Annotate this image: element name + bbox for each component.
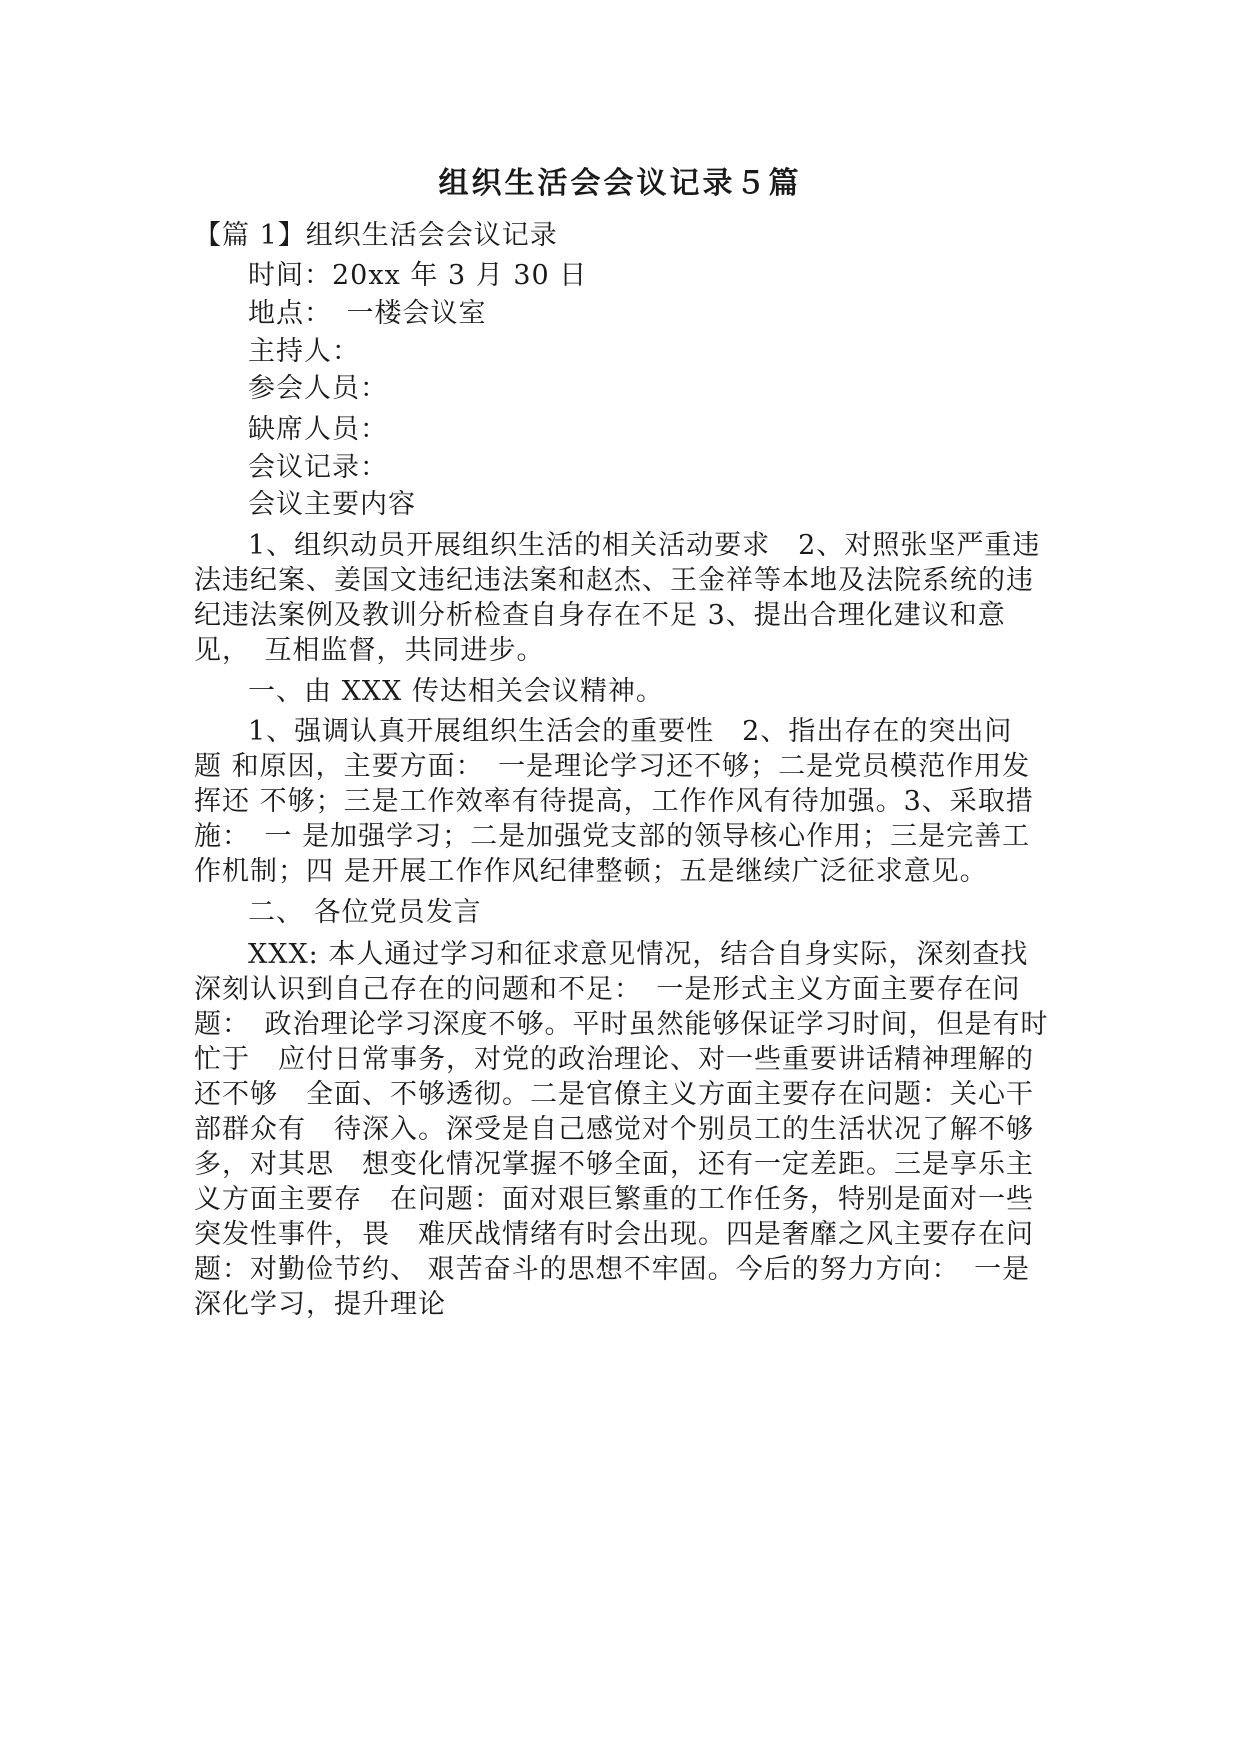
paragraph-line: 法违纪案、姜国文违纪违法案和赵杰、王金祥等本地及法院系统的违: [194, 565, 1034, 596]
paragraph-line: 义方面主要存 在问题：面对艰巨繁重的工作任务，特别是面对一些: [194, 1184, 1034, 1215]
paragraph-line: 见， 互相监督，共同进步。: [194, 635, 545, 666]
meta-location: 地点： 一楼会议室: [248, 298, 487, 329]
paragraph-line: 1、组织动员开展组织生活的相关活动要求 2、对照张坚严重违: [248, 530, 1041, 561]
meta-absentees: 缺席人员：: [248, 414, 388, 445]
paragraph-line: 题： 政治理论学习深度不够。平时虽然能够保证学习时间，但是有时: [194, 1009, 1049, 1040]
paragraph-line: 忙于 应付日常事务，对党的政治理论、对一些重要讲话精神理解的: [194, 1044, 1034, 1075]
paragraph-line: 挥还 不够；三是工作效率有待提高，工作作风有待加强。3、采取措: [194, 786, 1034, 817]
meta-minutes: 会议记录：: [248, 452, 388, 483]
agenda-item-2: 二、 各位党员发言: [248, 897, 482, 928]
meta-main-content: 会议主要内容: [248, 489, 416, 520]
paragraph-line: 还不够 全面、不够透彻。二是官僚主义方面主要存在问题：关心干: [194, 1079, 1034, 1110]
paragraph-line: 多，对其思 想变化情况掌握不够全面，还有一定差距。三是享乐主: [194, 1149, 1034, 1180]
document-title: 组织生活会会议记录５篇: [438, 166, 802, 201]
paragraph-line: 施： 一 是加强学习；二是加强党支部的领导核心作用；三是完善工: [194, 821, 1031, 852]
paragraph-line: 1、强调认真开展组织生活会的重要性 2、指出存在的突出问: [248, 716, 1013, 747]
paragraph-line: 突发性事件，畏 难厌战情绪有时会出现。四是奢靡之风主要存在问: [194, 1219, 1034, 1250]
paragraph-line: XXX: 本人通过学习和征求意见情况，结合自身实际，深刻查找: [248, 939, 1029, 970]
paragraph-line: 题 和原因，主要方面： 一是理论学习还不够；二是党员模范作用发: [194, 751, 1031, 782]
paragraph-line: 深刻认识到自己存在的问题和不足： 一是形式主义方面主要存在问: [194, 974, 1021, 1005]
paragraph-line: 作机制；四 是开展工作作风纪律整顿；五是继续广泛征求意见。: [194, 856, 988, 887]
paragraph-line: 部群众有 待深入。深受是自己感觉对个别员工的生活状况了解不够: [194, 1114, 1034, 1145]
paragraph-line: 题：对勤俭节约、 艰苦奋斗的思想不牢固。今后的努力方向： 一是: [194, 1254, 1031, 1285]
paragraph-line: 深化学习，提升理论: [194, 1289, 446, 1320]
paragraph-line: 纪违法案例及教训分析检查自身存在不足 3、提出合理化建议和意: [194, 600, 1006, 631]
section-heading: 【篇 1】组织生活会会议记录: [194, 220, 558, 251]
meta-host: 主持人：: [248, 336, 360, 367]
meta-attendees: 参会人员：: [248, 373, 388, 404]
meta-time: 时间：20xx 年 3 月 30 日: [248, 260, 588, 291]
agenda-item-1: 一、由 XXX 传达相关会议精神。: [248, 676, 664, 707]
